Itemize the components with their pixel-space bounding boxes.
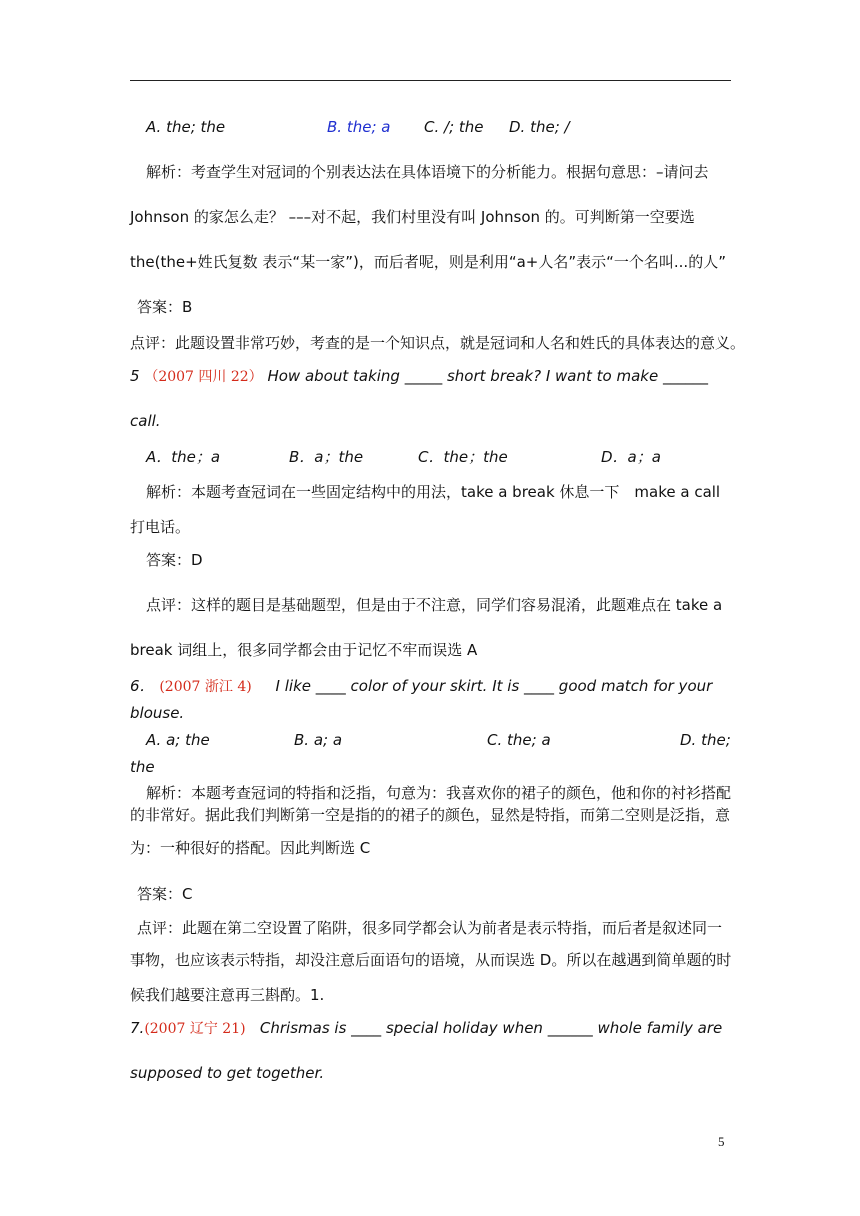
q4-option-d: D. the; /: [509, 118, 570, 136]
page-number: 5: [718, 1134, 725, 1149]
q5-comment-line-1: 点评：这样的题目是基础题型，但是由于不注意，同学们容易混淆，此题难点在 take a: [146, 596, 723, 614]
q6-analysis-line-2: 的非常好。据此我们判断第一空是指的的裙子的颜色，显然是特指，而第二空则是泛指，意: [130, 806, 731, 824]
q6-comment-line-2: 事物，也应该表示特指，却没注意后面语句的语境，从而误选 D。所以在越遇到简单题的时: [130, 951, 732, 969]
q6-option-a: A. a; the: [146, 731, 210, 749]
q5-stem-line-1: How about taking _____ short break? I want to make ______: [267, 367, 708, 385]
q4-option-c: C. /; the: [424, 118, 484, 136]
header-rule: [130, 80, 731, 81]
q6-option-d: D. the;: [680, 731, 731, 749]
q6-option-c: C. the; a: [487, 731, 551, 749]
q4-answer: 答案：B: [137, 298, 193, 316]
q4-analysis-line-1: 解析：考查学生对冠词的个别表达法在具体语境下的分析能力。根据句意思：–请问去: [146, 163, 709, 181]
q5-question: [130, 366, 708, 387]
q6-answer: 答案：C: [137, 885, 193, 903]
q5-option-a: A．the；a: [146, 448, 221, 466]
q7-stem-line-2: supposed to get together.: [130, 1064, 325, 1082]
q6-option-d-wrap: the: [130, 758, 155, 776]
q4-analysis-line-2: Johnson 的家怎么走？ –––对不起，我们村里没有叫 Johnson 的。可判断第一空要选: [130, 208, 695, 226]
q5-analysis-line-1: 解析：本题考查冠词在一些固定结构中的用法，take a break 休息一下 make a call: [146, 483, 721, 501]
q5-comment-line-2: break 词组上，很多同学都会由于记忆不牢而误选 A: [130, 641, 478, 659]
q5-answer: 答案：D: [146, 551, 203, 569]
q4-comment: 点评：此题设置非常巧妙，考查的是一个知识点，就是冠词和人名和姓氏的具体表达的意义。: [130, 334, 746, 352]
q5-stem-line-2: call.: [130, 412, 161, 430]
q6-stem-line-2: blouse.: [130, 704, 185, 722]
q7-stem-line-1: Chrismas is ____ special holiday when ______ whole family are: [259, 1019, 723, 1037]
q5-source: （2007 四川 22）: [144, 369, 263, 385]
q6-stem-line-1: I like ____ color of your skirt. It is ____ good match for your: [275, 677, 713, 695]
q6-analysis-line-3: 为：一种很好的搭配。因此判断选 C: [130, 839, 371, 857]
q6-source: (2007 浙江 4): [159, 679, 252, 695]
q4-option-b: B. the; a: [327, 118, 391, 136]
q4-option-a: A. the; the: [146, 118, 226, 136]
q6-comment-line-1: 点评：此题在第二空设置了陷阱，很多同学都会认为前者是表示特指，而后者是叙述同一: [137, 919, 723, 937]
q6-option-b: B. a; a: [294, 731, 343, 749]
q5-number: 5: [130, 367, 140, 385]
q5-option-c: C．the；the: [418, 448, 508, 466]
q5-option-d: D．a；a: [601, 448, 661, 466]
q7-question: [130, 1018, 722, 1039]
q7-number: 7.: [130, 1019, 145, 1037]
q6-question: [130, 676, 712, 697]
q6-analysis-line-1: 解析：本题考查冠词的特指和泛指，句意为：我喜欢你的裙子的颜色，他和你的衬衫搭配: [146, 784, 732, 802]
q5-option-b: B．a；the: [289, 448, 364, 466]
q7-source: (2007 辽宁 21): [144, 1021, 246, 1037]
q5-analysis-line-2: 打电话。: [130, 518, 191, 536]
q6-number: 6．: [130, 677, 155, 695]
q6-comment-line-3: 候我们越要注意再三斟酌。1.: [130, 986, 325, 1004]
q4-analysis-line-3: the(the+姓氏复数 表示“某一家”)，而后者呢，则是利用“a+人名”表示“一个名叫...的人”: [130, 253, 726, 271]
